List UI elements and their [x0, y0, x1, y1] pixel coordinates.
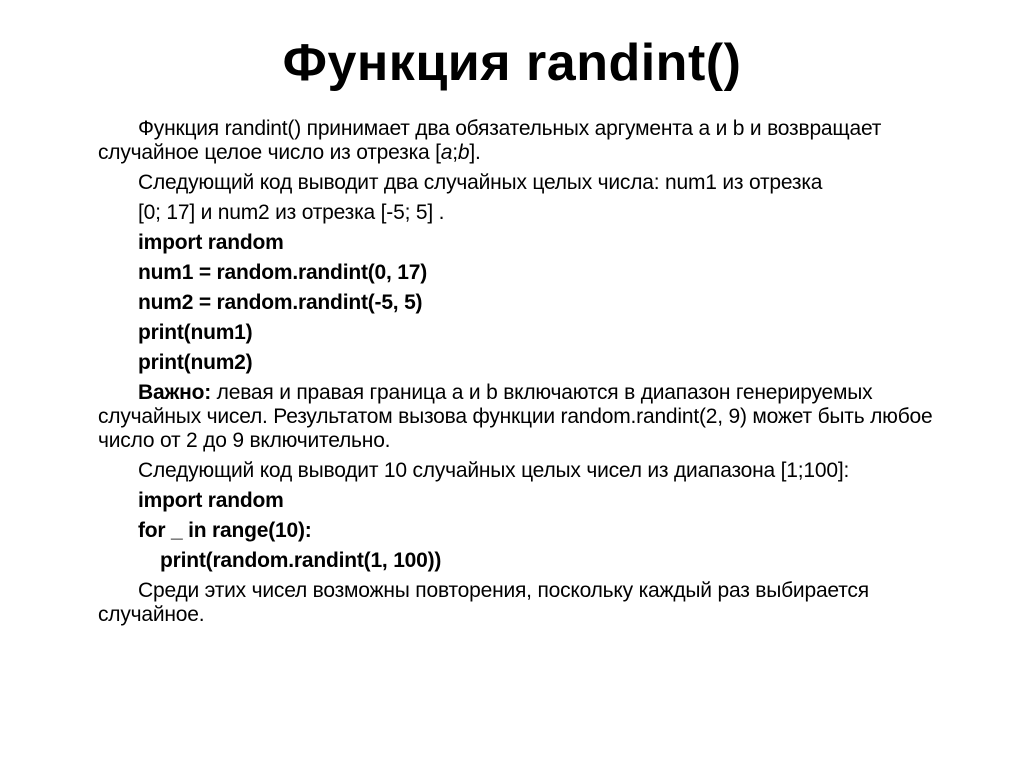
code-line: num2 = random.randint(-5, 5) — [138, 291, 423, 314]
paragraph-example-intro-line2: [0; 17] и num2 из отрезка [-5; 5] . — [138, 201, 445, 224]
paragraph-example-intro-line1: Следующий код выводит два случайных целых числа: num1 из отрезка — [138, 171, 823, 194]
paragraph-important — [98, 381, 978, 453]
paragraph-text: Функция randint() принимает два обязательных аргумента a и b и возвращает случайное целое число из отрезка [ — [98, 117, 882, 164]
separator: ; — [452, 141, 458, 164]
paragraph-randint-description — [98, 117, 978, 165]
paragraph-loop-intro: Следующий код выводит 10 случайных целых чисел из диапазона [1;100]: — [138, 459, 850, 482]
code-line: import random — [138, 231, 284, 254]
var-a: a — [440, 141, 453, 164]
paragraph-repetitions-note: Среди этих чисел возможны повторения, поскольку каждый раз выбирается случайное. — [98, 579, 869, 626]
slide-title: Функция randint() — [282, 34, 742, 92]
important-text: левая и правая граница a и b включаются в диапазон генерируемых случайных чисел. Результатом вызова функции random.randint(2, 9) может быть любое число от 2 до 9 включительно. — [98, 381, 933, 452]
code-line: num1 = random.randint(0, 17) — [138, 261, 428, 284]
code-line: print(num1) — [138, 321, 253, 344]
paragraph-end: ]. — [469, 141, 481, 164]
code-line: for _ in range(10): — [138, 519, 312, 542]
code-line: import random — [138, 489, 284, 512]
important-label: Важно: — [138, 381, 212, 404]
code-line: print(num2) — [138, 351, 253, 374]
var-b: b — [457, 141, 470, 164]
code-line-indented: print(random.randint(1, 100)) — [160, 549, 442, 572]
slide-content — [98, 117, 978, 633]
